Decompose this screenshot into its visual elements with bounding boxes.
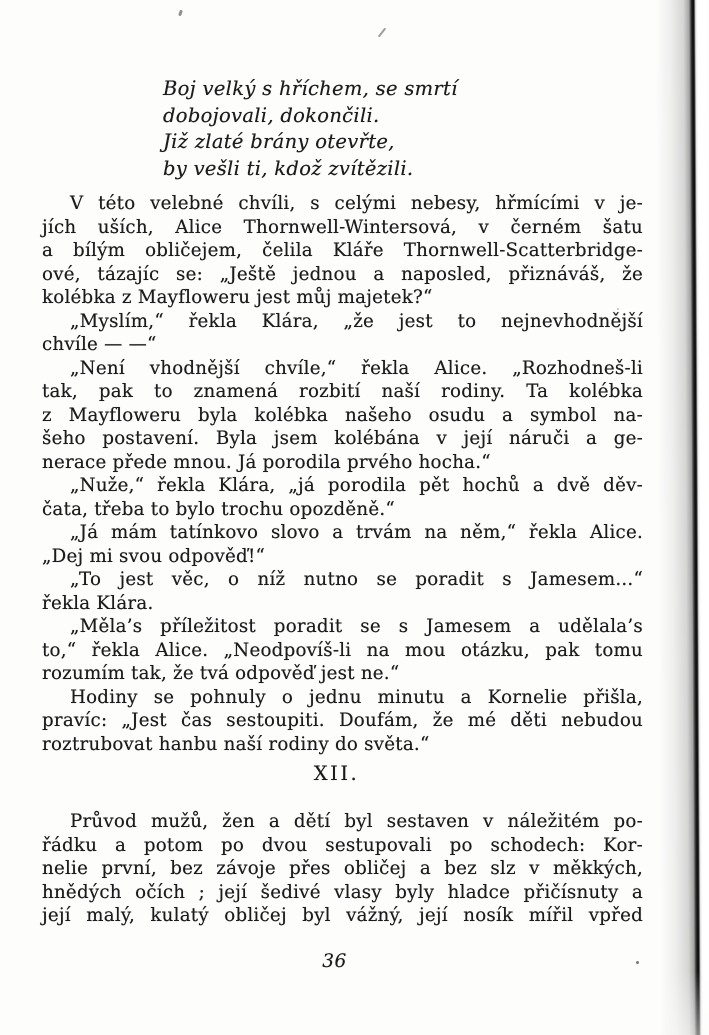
- scan-speck: [636, 961, 639, 964]
- text-line: řádku a potom po dvou sestupovali po schodech: Kor-: [42, 834, 643, 856]
- text-line: „To jest věc, o níž nutno se poradit s Jamesem...“: [70, 569, 643, 590]
- scan-speck: [378, 28, 386, 38]
- text-line: rozumím tak, že tvá odpověď jest ne.“: [42, 663, 400, 684]
- text-line: Průvod mužů, žen a dětí byl sestaven v náležitém po-: [70, 811, 643, 832]
- body-text: [42, 192, 643, 756]
- text-line: a bílým obličejem, čelila Kláře Thornwell-Scatterbridge-: [42, 240, 643, 261]
- text-line: šeho postavení. Byla jsem kolébána v její náruči a ge-: [42, 428, 643, 449]
- body-text-continued: [42, 810, 643, 928]
- text-line: „Měla’s příležitost poradit se s Jamesem a udělala’s: [70, 616, 643, 637]
- text-line: nerace přede mnou. Já porodila prvého hocha.“: [42, 451, 491, 473]
- paragraph: [42, 810, 643, 928]
- paragraph: [42, 521, 643, 568]
- page-number: 36: [322, 951, 347, 972]
- text-line: „Já mám tatínkovo slovo a trvám na něm,“ řekla Alice.: [70, 522, 643, 543]
- text-line: tak, pak to znamená rozbití naší rodiny. Ta kolébka: [42, 381, 643, 402]
- text-line: řekla Klára.: [42, 592, 154, 614]
- text-line: z Mayfloweru byla kolébka našeho osudu a symbol na-: [42, 404, 643, 426]
- text-line: čata, třeba to bylo trochu opozděně.“: [42, 498, 395, 520]
- verse-line: Boj velký s hříchem, se smrtí: [163, 77, 458, 100]
- scan-speck: [178, 10, 183, 17]
- verse-quote: [163, 76, 458, 182]
- text-line: „Dej mi svou odpověď!“: [42, 545, 266, 567]
- paragraph: [42, 686, 643, 757]
- paragraph: [42, 568, 643, 615]
- text-line: hnědých očích ; její šedivé vlasy byly hladce přičísnuty a: [42, 881, 643, 903]
- text-line: roztrubovat hanbu naší rodiny do světa.“: [42, 733, 430, 755]
- verse-line: by vešli ti, kdož zvítězili.: [163, 156, 414, 180]
- text-line: „Nuže,“ řekla Klára, „já porodila pět hochů a dvě děv-: [70, 475, 643, 496]
- text-line: její malý, kulatý obličej byl vážný, její nosík mířil vpřed: [42, 905, 643, 926]
- text-line: V této velebné chvíli, s celými nebesy, hřmícími v je-: [70, 193, 643, 214]
- text-line: jích uších, Alice Thornwell-Wintersová, v černém šatu: [42, 216, 643, 238]
- text-line: to,“ řekla Alice. „Neodpovíš-li na mou otázku, pak tomu: [42, 639, 643, 661]
- paragraph: [42, 615, 643, 686]
- text-line: „Není vhodnější chvíle,“ řekla Alice. „Rozhodneš-li: [70, 357, 643, 379]
- paragraph: [42, 357, 643, 475]
- paragraph: [42, 192, 643, 310]
- text-line: „Myslím,“ řekla Klára, „že jest to nejnevhodnější: [70, 310, 643, 332]
- text-line: nelie první, bez závoje přes obličej a bez slz v měkkých,: [42, 858, 643, 879]
- chapter-heading: XII.: [313, 762, 360, 785]
- verse-line: Již zlaté brány otevřte,: [163, 130, 395, 153]
- page-edge-shadow: [655, 0, 709, 1035]
- paragraph: [42, 474, 643, 521]
- text-line: kolébka z Mayfloweru jest můj majetek?“: [42, 287, 433, 308]
- text-line: ové, tázajíc se: „Ještě jednou a naposled, přiznáváš, že: [42, 263, 643, 285]
- text-line: pravíc: „Jest čas sestoupiti. Doufám, že mé děti nebudou: [42, 710, 643, 731]
- text-line: Hodiny se pohnuly o jednu minutu a Kornelie přišla,: [70, 686, 643, 708]
- verse-line: dobojovali, dokončili.: [163, 103, 380, 127]
- paragraph: [42, 310, 643, 357]
- text-line: chvíle — —“: [42, 334, 157, 355]
